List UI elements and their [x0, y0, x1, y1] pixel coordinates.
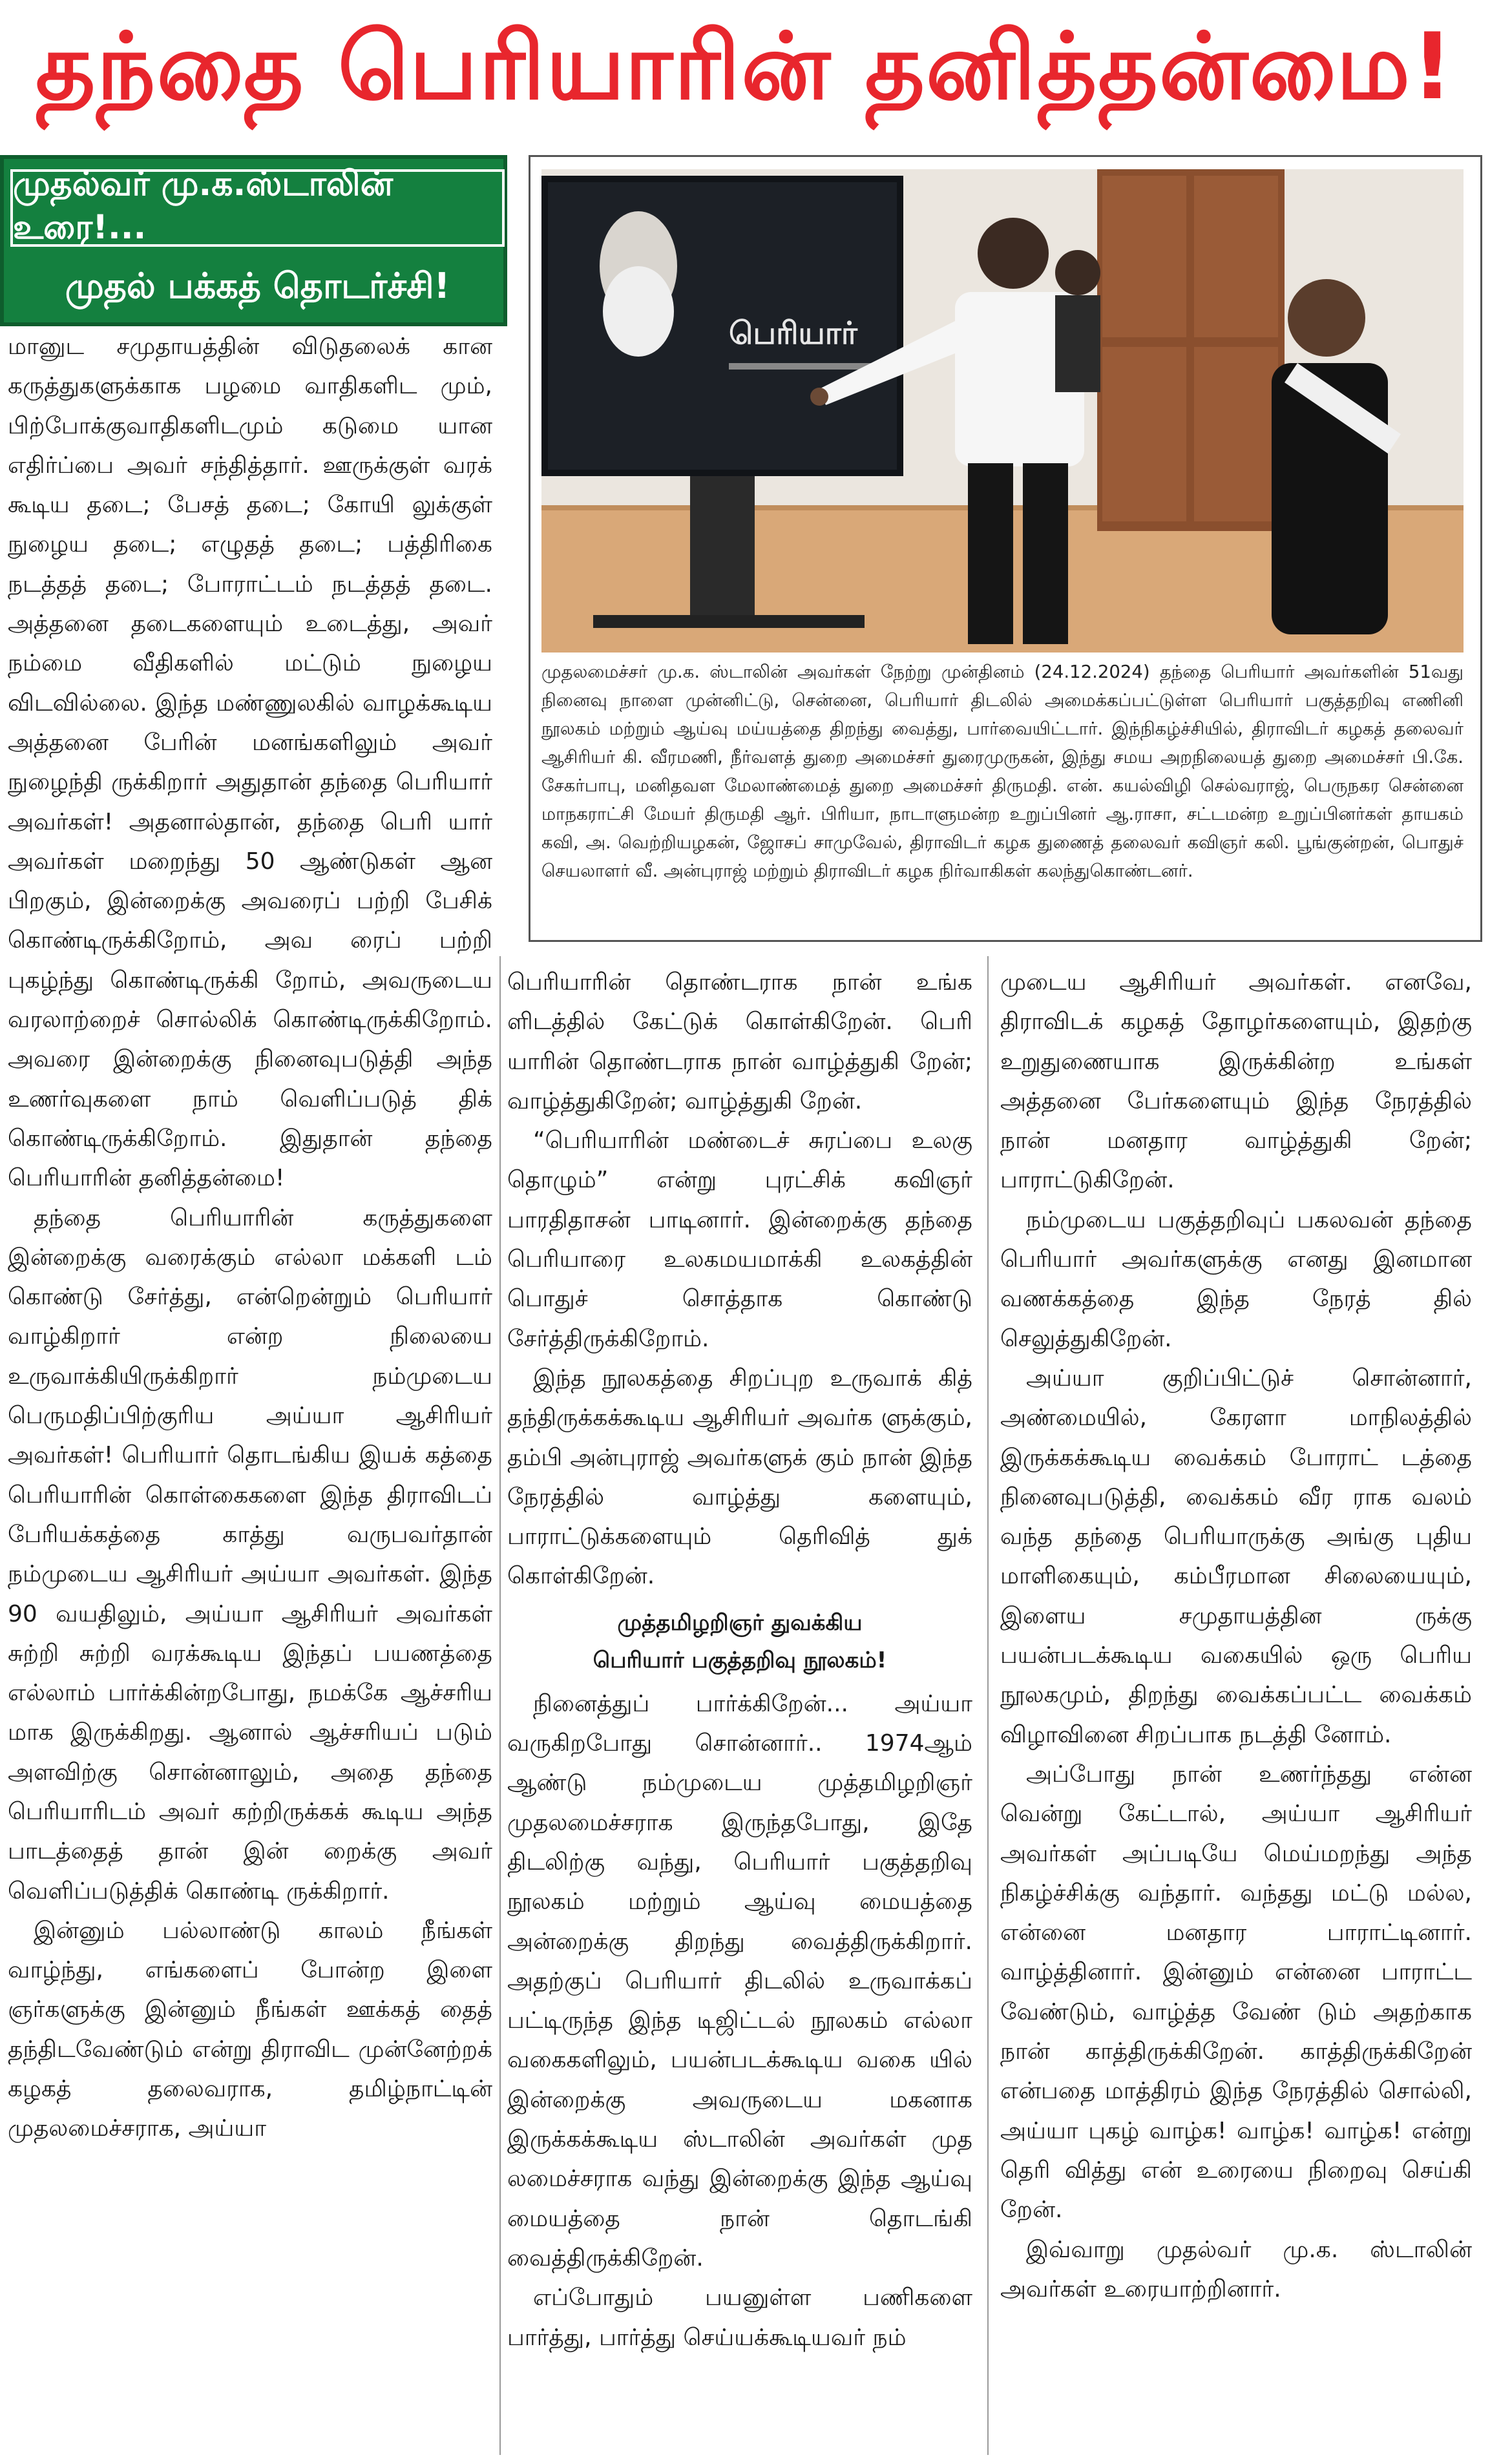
paragraph: இன்னும் பல்லாண்டு காலம் நீங்கள் வாழ்ந்து, எங்களைப் போன்ற இளை ஞர்களுக்கு இன்னும் நீங்கள் ஊக்கத் தைத் தந்திடவேண்டும் என்று திராவிட முன்னேற்றக் கழகத் தலைவராக, தமிழ்நாட்டின் முதலமைச்சராக, அய்யா — [8, 1917, 492, 2142]
paragraph: தந்தை பெரியாரின் கருத்துகளை இன்றைக்கு வரைக்கும் எல்லா மக்களி டம் கொண்டு சேர்த்து, என்றென்றும் பெரியார் வாழ்கிறார் என்ற நிலையை உருவாக்கியிருக்கிறார் நம்முடைய பெருமதிப்பிற்குரிய அய்யா ஆசிரியர் அவர்கள்! பெரியார் தொடங்கிய இயக் கத்தை பெரியாரின் கொள்கைகளை இந்த திராவிடப் பேரியக்கத்தை காத்து வருபவர்தான் நம்முடைய ஆசிரியர் அய்யா அவர்கள். இந்த 90 வயதிலும், அய்யா ஆசிரியர் அவர்கள் சுற்றி சுற்றி வரக்கூடிய இந்தப் பயணத்தை எல்லாம் பார்க்கின்றபோது, நமக்கே ஆச்சரிய மாக இருக்கிறது. ஆனால் ஆச்சரியப் படும் அளவிற்கு சொன்னாலும், அதை தந்தை பெரியாரிடம் அவர் கற்றிருக்கக் கூடிய அந்த பாடத்தைத் தான் இன் றைக்கு அவர் வெளிப்படுத்திக் கொண்டி ருக்கிறார். — [8, 1204, 492, 1905]
paragraph: அய்யா குறிப்பிட்டுச் சொன்னார், அண்மையில், கேரளா மாநிலத்தில் இருக்கக்கூடிய வைக்கம் போராட் டத்தை நினைவுபடுத்தி, வைக்கம் வீர ராக வலம் வந்த தந்தை பெரியாருக்கு அங்கு புதிய மாளிகையும், கம்பீரமான சிலையையும், இளைய சமுதாயத்தின ருக்கு பயன்படக்கூடிய வகையில் ஒரு பெரிய நூலகமும், திறந்து வைக்கப்பட்ட வைக்கம் விழாவினை சிறப்பாக நடத்தி னோம். — [1000, 1364, 1472, 1748]
subheading-line: பெரியார் பகுத்தறிவு நூலகம்! — [593, 1647, 887, 1673]
headline-text: தந்தை பெரியாரின் தனித்தன்மை! — [35, 13, 1455, 120]
news-photo — [541, 169, 1464, 653]
tv-screen-title: பெரியார் — [729, 315, 857, 351]
paragraph: பெரியாரின் தொண்டராக நான் உங்க ளிடத்தில் கேட்டுக் கொள்கிறேன். பெரி யாரின் தொண்டராக நான் வாழ்த்துகி றேன்; வாழ்த்துகிறேன்; வாழ்த்துகி றேன். — [507, 969, 972, 1114]
paragraph: மானுட சமுதாயத்தின் விடுதலைக் கான கருத்துகளுக்காக பழமை வாதிகளிட மும், பிற்போக்குவாதிகளிடமும் கடுமை யான எதிர்ப்பை அவர் சந்தித்தார். ஊருக்குள் வரக் கூடிய தடை; பேசத் தடை; கோயி லுக்குள் நுழைய தடை; எழுதத் தடை; பத்திரிகை நடத்தத் தடை; போராட்டம் நடத்தத் தடை. அத்தனை தடைகளையும் உடைத்து, அவர் நம்மை வீதிகளில் மட்டும் நுழைய விடவில்லை. இந்த மண்ணுலகில் வாழக்கூடிய அத்தனை பேரின் மனங்களிலும் அவர் நுழைந்தி ருக்கிறார் அதுதான் தந்தை பெரியார் அவர்கள்! அதனால்தான், தந்தை பெரி யார் அவர்கள் மறைந்து 50 ஆண்டுகள் ஆன பிறகும், இன்றைக்கு அவரைப் பற்றி பேசிக் கொண்டிருக்கிறோம், அவ ரைப் பற்றி புகழ்ந்து கொண்டிருக்கி றோம், அவருடைய வரலாற்றைச் சொல்லிக் கொண்டிருக்கிறோம். அவரை இன்றைக்கு நினைவுபடுத்தி அந்த உணர்வுகளை நாம் வெளிப்படுத் திக் கொண்டிருக்கிறோம். இதுதான் தந்தை பெரியாரின் தனித்தன்மை! — [8, 333, 492, 1192]
continuation-title: முதல்வர் மு.க.ஸ்டாலின் உரை!... — [10, 169, 505, 247]
article-column-3 — [1000, 963, 1472, 2461]
section-subheading — [507, 1604, 972, 1679]
photo-caption: முதலமைச்சர் மு.க. ஸ்டாலின் அவர்கள் நேற்று முன்தினம் (24.12.2024) தந்தை பெரியார் அவர்களின் 51வது நினைவு நாளை முன்னிட்டு, சென்னை, பெரியார் திடலில் அமைக்கப்பட்டுள்ள பெரியார் பகுத்தறிவு எணினி நூலகம் மற்றும் ஆய்வு மய்யத்தை திறந்து வைத்து, பார்வையிட்டார். இந்நிகழ்ச்சியில், திராவிடர் கழகத் தலைவர் ஆசிரியர் கி. வீரமணி, நீர்வளத் துறை அமைச்சர் துரைமுருகன், இந்து சமய அறநிலையத் துறை அமைச்சர் பி.கே. சேகர்பாபு, மனிதவள மேலாண்மைத் துறை அமைச்சர் திருமதி. என். கயல்விழி செல்வராஜ், பெருநகர சென்னை மாநகராட்சி மேயர் திருமதி ஆர். பிரியா, நாடாளுமன்ற உறுப்பினர் ஆ.ராசா, சட்டமன்ற உறுப்பினர்கள் தாயகம் கவி, அ. வெற்றியழகன், ஜோசப் சாமுவேல், திராவிடர் கழக துணைத் தலைவர் கவிஞர் கலி. பூங்குன்றன், பொதுச் செயலாளர் வீ. அன்புராஜ் மற்றும் திராவிடர் கழக நிர்வாகிகள் கலந்துகொண்டனர். — [541, 662, 1464, 881]
paragraph: நினைத்துப் பார்க்கிறேன்... அய்யா வருகிறபோது சொன்னார்.. 1974ஆம் ஆண்டு நம்முடைய முத்தமிழறிஞர் முதலமைச்சராக இருந்தபோது, இதே திடலிற்கு வந்து, பெரியார் பகுத்தறிவு நூலகம் மற்றும் ஆய்வு மையத்தை அன்றைக்கு திறந்து வைத்திருக்கிறார். அதற்குப் பெரியார் திடலில் உருவாக்கப் பட்டிருந்த இந்த டிஜிட்டல் நூலகம் எல்லா வகைகளிலும், பயன்படக்கூடிய வகை யில் இன்றைக்கு அவருடைய மகனாக இருக்கக்கூடிய ஸ்டாலின் அவர்கள் முத லமைச்சராக வந்து இன்றைக்கு இந்த ஆய்வு மையத்தை நான் தொடங்கி வைத்திருக்கிறேன். — [507, 1690, 972, 2271]
headline — [0, 0, 1490, 145]
paragraph: முடைய ஆசிரியர் அவர்கள். எனவே, திராவிடக் கழகத் தோழர்களையும், இதற்கு உறுதுணையாக இருக்கின்ற உங்கள் அத்தனை பேர்களையும் இந்த நேரத்தில் நான் மனதார வாழ்த்துகி றேன்; பாராட்டுகிறேன். — [1000, 969, 1472, 1194]
column-divider — [987, 956, 989, 2455]
paragraph: இவ்வாறு முதல்வர் மு.க. ஸ்டாலின் அவர்கள் உரையாற்றினார். — [1000, 2236, 1472, 2302]
article-column-1 — [8, 327, 492, 2459]
paragraph: இந்த நூலகத்தை சிறப்புற உருவாக் கித் தந்திருக்கக்கூடிய ஆசிரியர் அவர்க ளுக்கும், தம்பி அன்புராஜ் அவர்களுக் கும் நான் இந்த நேரத்தில் வாழ்த்து களையும், பாராட்டுக்களையும் தெரிவித் துக் கொள்கிறேன். — [507, 1364, 972, 1590]
continuation-box — [0, 155, 507, 326]
article-column-2 — [507, 963, 972, 2461]
subheading-line: முத்தமிழறிஞர் துவக்கிய — [617, 1609, 863, 1636]
paragraph: அப்போது நான் உணர்ந்தது என்ன வென்று கேட்டால், அய்யா ஆசிரியர் அவர்கள் அப்படியே மெய்மறந்து அந்த நிகழ்ச்சிக்கு வந்தார். வந்தது மட்டு மல்ல, என்னை மனதார பாராட்டினார். வாழ்த்தினார். இன்னும் என்னை பாராட்ட வேண்டும், வாழ்த்த வேண் டும் அதற்காக நான் காத்திருக்கிறேன். காத்திருக்கிறேன் என்பதை மாத்திரம் இந்த நேரத்தில் சொல்லி, அய்யா புகழ் வாழ்க! வாழ்க! வாழ்க! என்று தெரி வித்து என் உரையை நிறைவு செய்கி றேன். — [1000, 1760, 1472, 2224]
continuation-subtitle: முதல் பக்கத் தொடர்ச்சி! — [65, 265, 450, 306]
column-divider — [499, 956, 501, 2455]
photo-illustration — [541, 169, 1464, 653]
paragraph: எப்போதும் பயனுள்ள பணிகளை பார்த்து, பார்த்து செய்யக்கூடியவர் நம் — [507, 2284, 972, 2351]
paragraph: “பெரியாரின் மண்டைச் சுரப்பை உலகு தொழும்” என்று புரட்சிக் கவிஞர் பாரதிதாசன் பாடினார். இன்றைக்கு தந்தை பெரியாரை உலகமயமாக்கி உலகத்தின் பொதுச் சொத்தாக கொண்டு சேர்த்திருக்கிறோம். — [507, 1127, 972, 1352]
paragraph: நம்முடைய பகுத்தறிவுப் பகலவன் தந்தை பெரியார் அவர்களுக்கு எனது இனமான வணக்கத்தை இந்த நேரத் தில் செலுத்துகிறேன். — [1000, 1206, 1472, 1352]
